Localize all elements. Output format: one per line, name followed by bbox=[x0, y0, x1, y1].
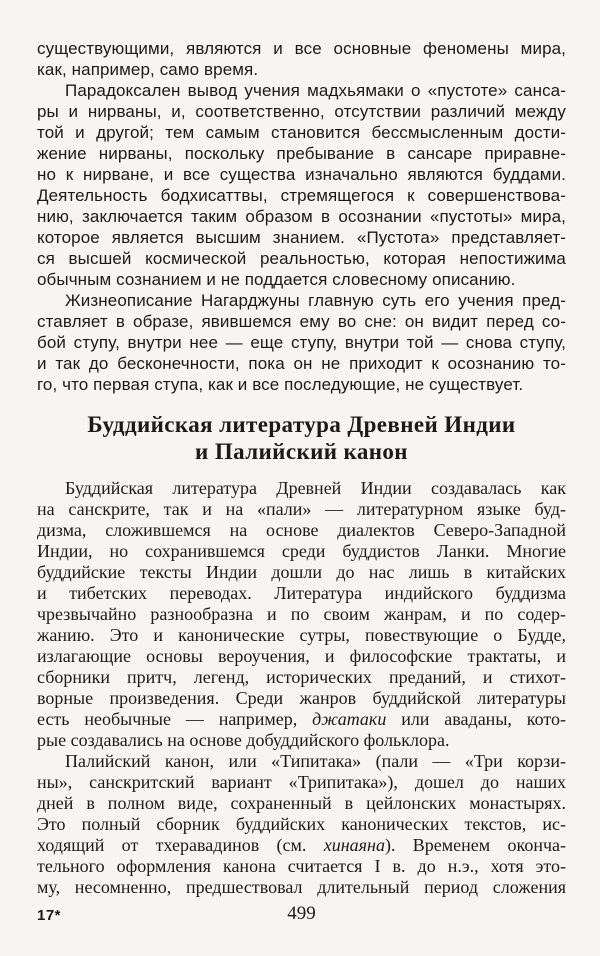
text-line: Палийский канон, или «Типитака» (пали — «Три корзи- bbox=[65, 751, 566, 771]
page-footer bbox=[37, 903, 566, 927]
italic-term: хинаяна bbox=[323, 835, 385, 855]
text-line: и так до бесконечности, пока он не приходит к осознанию то- bbox=[37, 354, 566, 373]
text-line: жение нирваны, поскольку пребывание в сансаре приравне- bbox=[37, 144, 566, 163]
text-line bbox=[37, 709, 566, 730]
text-line: существующими, являются и все основные феномены мира, bbox=[37, 39, 566, 58]
paragraph bbox=[37, 38, 566, 80]
section-heading-line2: и Палийский канон bbox=[195, 439, 408, 464]
text-line: чрезвычайно разнообразна и по своим жанрам, и по содер- bbox=[37, 604, 566, 624]
text-line: ры и нирваны, и, соответственно, отсутствии различий между bbox=[37, 102, 566, 121]
text-line: на санскрите, так и на «пали» — литературном языке буд- bbox=[37, 499, 566, 519]
text-line: Парадоксален вывод учения мадхьямаки о «пустоте» санса- bbox=[65, 81, 566, 100]
section-heading bbox=[37, 411, 566, 465]
text-line: обычным сознанием и не поддается словесному описанию. bbox=[37, 270, 516, 289]
text-line: ны», санскритский вариант «Трипитака»), дошел до наших bbox=[37, 772, 566, 792]
text-line: му, несомненно, предшествовал длительный период сложения bbox=[37, 877, 566, 897]
italic-term: джатаки bbox=[312, 709, 387, 729]
text-line: жанию. Это и канонические сутры, повествующие о Будде, bbox=[37, 625, 566, 645]
text-line: бой ступу, внутри нее — еще ступу, внутри той — снова ступу, bbox=[37, 333, 566, 352]
text-line: и тибетских переводах. Литература индийского буддизма bbox=[37, 583, 566, 603]
text-line: ставляет в образе, явившемся ему во сне: он видит перед со- bbox=[37, 312, 566, 331]
section-heading-line1: Буддийская литература Древней Индии bbox=[87, 412, 516, 437]
text-line: той и другой; тем самым становится бессмысленным дости- bbox=[37, 123, 566, 142]
text-line: тельного оформления канона считается I в. до н.э., хотя это- bbox=[37, 856, 566, 876]
text-line: Индии, но сохранившемся среди буддистов Ланки. Многие bbox=[37, 541, 566, 561]
article-text bbox=[37, 478, 566, 898]
text-line: рые создавались на основе добуддийского фольклора. bbox=[37, 730, 450, 750]
text-segment: ). Временем оконча- bbox=[384, 835, 567, 855]
text-segment: есть необычные — например, bbox=[37, 709, 313, 729]
previous-article-text bbox=[37, 38, 566, 395]
text-line: дизма, сложившемся на основе диалектов Северо-Западной bbox=[37, 520, 566, 540]
text-line: Буддийская литература Древней Индии создавалась как bbox=[65, 478, 566, 498]
text-segment: или аваданы, кото- bbox=[386, 709, 566, 729]
text-line bbox=[37, 835, 566, 856]
signature-mark: 17* bbox=[37, 907, 62, 924]
paragraph bbox=[37, 80, 566, 290]
text-line: Жизнеописание Нагарджуны главную суть его учения пред- bbox=[65, 291, 566, 310]
text-line: но к нирване, и все существа изначально являются буддами. bbox=[37, 165, 566, 184]
text-line: го, что первая ступа, как и все последующие, не существует. bbox=[37, 375, 524, 394]
text-line: дней в полном виде, сохраненный в цейлонских монастырях. bbox=[37, 793, 566, 813]
text-line: Деятельность бодхисаттвы, стремящегося к совершенствова- bbox=[37, 186, 566, 205]
text-line: излагающие основы вероучения, и философские трактаты, и bbox=[37, 646, 566, 666]
text-line: как, например, само время. bbox=[37, 60, 259, 79]
text-line: которое является высшим знанием. «Пустота» представляет- bbox=[37, 228, 566, 247]
paragraph bbox=[37, 290, 566, 395]
text-line: Это полный сборник буддийских канонических текстов, ис- bbox=[37, 814, 566, 834]
paragraph bbox=[37, 751, 566, 898]
paragraph bbox=[37, 478, 566, 751]
text-line: нию, заключается таким образом в осознании «пустоты» мира, bbox=[37, 207, 566, 226]
text-line: буддийские тексты Индии дошли до нас лишь в китайских bbox=[37, 562, 566, 582]
page-number: 499 bbox=[287, 903, 316, 924]
text-line: сборники притч, легенд, исторических преданий, и стихот- bbox=[37, 667, 566, 687]
text-segment: ходящий от тхеравадинов (см. bbox=[37, 835, 324, 855]
text-line: ся высшей космической реальностью, которая непостижима bbox=[37, 249, 566, 268]
text-line: ворные произведения. Среди жанров буддийской литературы bbox=[37, 688, 566, 708]
